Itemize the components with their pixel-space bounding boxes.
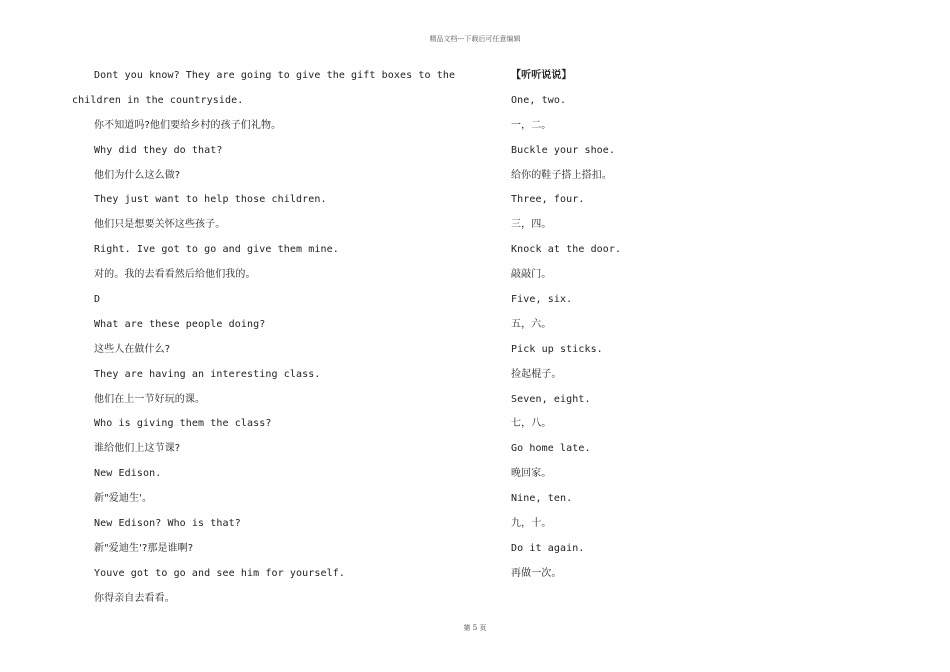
text-line: Five, six. [511, 294, 573, 306]
text-line: 捡起棍子。 [511, 368, 562, 380]
left-column [72, 69, 472, 617]
text-line: 给你的鞋子搭上搭扣。 [511, 169, 612, 181]
text-line: 他们在上一节好玩的课。 [94, 393, 206, 405]
text-line: Go home late. [511, 443, 591, 455]
text-line: 再做一次。 [511, 567, 562, 579]
text-line: New Edison. [94, 468, 162, 480]
text-line: One, two. [511, 94, 567, 106]
text-line: 对的。我的去看看然后给他们我的。 [94, 269, 256, 281]
text-line: Why did they do that? [94, 144, 223, 156]
text-line: 新"爱迪生'?那是谁啊? [94, 542, 194, 554]
text-line: Who is giving them the class? [94, 418, 272, 430]
text-line: Do it again. [511, 542, 585, 554]
text-line: New Edison? Who is that? [94, 518, 241, 530]
text-line: Nine, ten. [511, 493, 573, 505]
text-line: Pick up sticks. [511, 343, 603, 355]
text-line: 他们为什么这么做? [94, 169, 181, 181]
text-line: 你不知道吗?他们要给乡村的孩子们礼物。 [94, 119, 282, 131]
section-heading: 【听听说说】 [511, 70, 572, 81]
page-header: 精品文档---下载后可任意编辑 [429, 35, 521, 43]
text-line: 你得亲自去看看。 [94, 592, 175, 604]
text-line: 七，八。 [511, 418, 552, 430]
text-line: Right. Ive got to go and give them mine. [94, 244, 339, 256]
text-line: Buckle your shoe. [511, 144, 616, 156]
page-number: 第 5 页 [463, 624, 487, 632]
text-line: D [94, 294, 101, 306]
text-line: 晚回家。 [511, 468, 552, 480]
text-line: 三，四。 [511, 219, 552, 231]
text-line: children in the countryside. [72, 94, 244, 106]
text-line: Youve got to go and see him for yourself. [94, 567, 345, 579]
right-column [511, 69, 851, 592]
text-line: 他们只是想要关怀这些孩子。 [94, 219, 226, 231]
text-line: They are having an interesting class. [94, 368, 321, 380]
text-line: Three, four. [511, 194, 585, 206]
text-line: 敲敲门。 [511, 269, 552, 281]
text-line: 五，六。 [511, 318, 552, 330]
text-line: They just want to help those children. [94, 194, 327, 206]
text-line: Dont you know? They are going to give the gift boxes to the [94, 70, 456, 81]
text-line: 谁给他们上这节课? [94, 443, 181, 455]
text-line: 九，十。 [511, 518, 552, 530]
text-line: What are these people doing? [94, 318, 266, 330]
text-line: Seven, eight. [511, 393, 591, 405]
text-line: 这些人在做什么? [94, 343, 171, 355]
text-line: 一，二。 [511, 119, 552, 131]
text-line: Knock at the door. [511, 244, 622, 256]
text-line: 新"爱迪生'。 [94, 493, 153, 505]
